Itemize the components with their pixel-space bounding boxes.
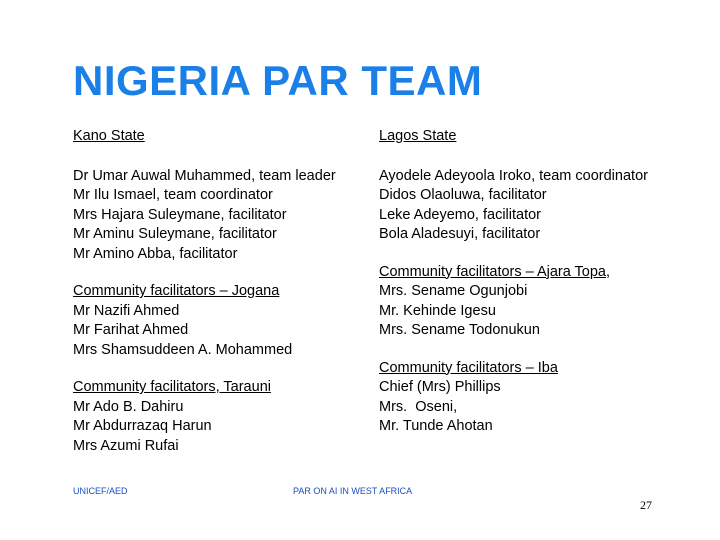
tarauni-heading: Community facilitators, Tarauni (73, 379, 271, 395)
tarauni-member: Mr Abdurrazaq Harun (73, 418, 212, 434)
kano-member: Mr Ilu Ismael, team coordinator (73, 187, 273, 203)
lagos-member: Ayodele Adeyoola Iroko, team coordinator (379, 167, 648, 184)
ajara-heading: Community facilitators – Ajara Topa, (379, 263, 611, 280)
jogana-group (73, 282, 363, 360)
kano-column (73, 127, 363, 456)
footer-program: PAR ON AI IN WEST AFRICA (293, 486, 413, 496)
lagos-state-heading: Lagos State (379, 128, 457, 144)
tarauni-member: Mr Ado B. Dahiru (73, 398, 184, 415)
tarauni-member: Mrs Azumi Rufai (73, 437, 179, 454)
jogana-member: Mr Farihat Ahmed (73, 322, 189, 338)
lagos-column (379, 127, 699, 437)
iba-member: Chief (Mrs) Phillips (379, 379, 501, 395)
lagos-member: Leke Adeyemo, facilitator (379, 206, 542, 223)
jogana-member: Mr Nazifi Ahmed (73, 302, 180, 319)
iba-member: Mr. Tunde Ahotan (379, 418, 493, 434)
kano-state-heading: Kano State (73, 128, 145, 144)
iba-member: Mrs. Oseni, (379, 398, 458, 415)
page-number: 27 (640, 498, 652, 512)
kano-member: Mr Amino Abba, facilitator (73, 245, 238, 262)
ajara-member: Mr. Kehinde Igesu (379, 302, 496, 319)
kano-member: Mr Aminu Suleymane, facilitator (73, 226, 277, 242)
lagos-member: Didos Olaoluwa, facilitator (379, 187, 547, 203)
tarauni-group (73, 378, 363, 456)
ajara-member: Mrs. Sename Todonukun (379, 322, 540, 338)
ajara-member: Mrs. Sename Ogunjobi (379, 283, 528, 299)
footer-organization: UNICEF/AED (73, 486, 128, 496)
jogana-heading: Community facilitators – Jogana (73, 283, 280, 299)
ajara-group (379, 263, 699, 341)
kano-member: Mrs Hajara Suleymane, facilitator (73, 206, 287, 223)
kano-member: Dr Umar Auwal Muhammed, team leader (73, 167, 336, 184)
iba-group (379, 359, 699, 437)
jogana-member: Mrs Shamsuddeen A. Mohammed (73, 341, 293, 358)
slide-title: NIGERIA PAR TEAM (73, 57, 483, 104)
iba-heading: Community facilitators – Iba (379, 359, 558, 376)
lagos-member: Bola Aladesuyi, facilitator (379, 226, 541, 242)
